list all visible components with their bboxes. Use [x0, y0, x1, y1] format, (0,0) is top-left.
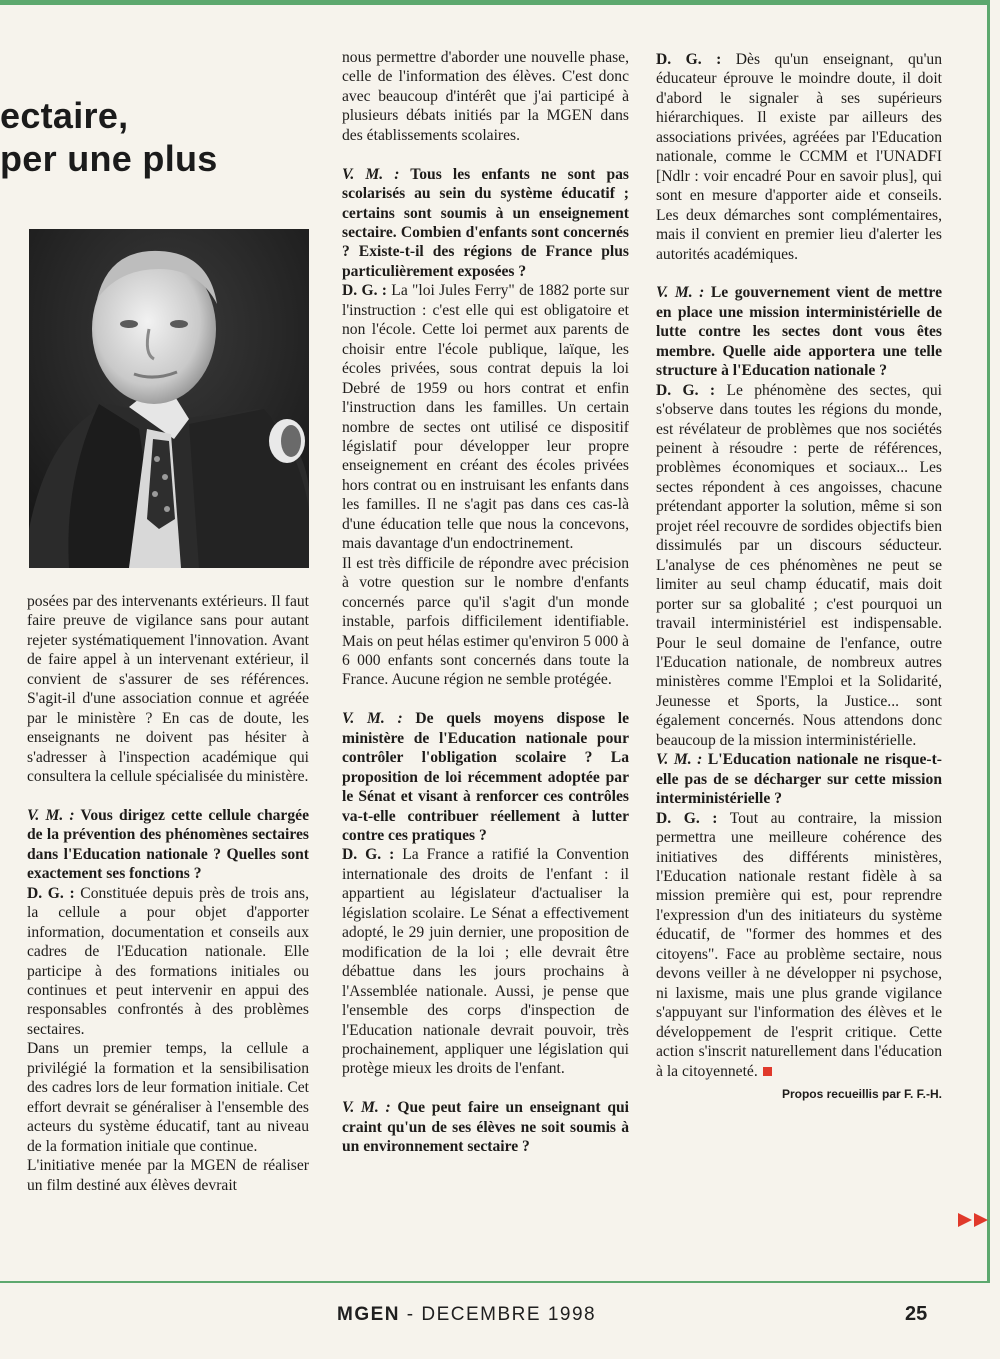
- column-1: [27, 592, 309, 1195]
- headline-line-2: per une plus: [0, 138, 218, 179]
- col3-answer-6: [656, 809, 942, 1081]
- interviewer-label: V. M. :: [342, 165, 400, 183]
- interviewee-label: D. G. :: [27, 884, 75, 902]
- col1-paragraph-2: Dans un premier temps, la cellule a privilégié la formation et la sensibilisation des cadres lors de leur formation initiale. Cet effort devrait se généraliser à l'ensemble des acteurs du système éducatif, tant au niveau de la formation initiale que continue.: [27, 1040, 309, 1155]
- col2-answer-2: [342, 281, 629, 553]
- interviewer-label: V. M. :: [656, 751, 703, 769]
- column-2: [342, 48, 629, 1157]
- headline-line-1: ectaire,: [0, 95, 129, 136]
- interviewee-label: D. G. :: [656, 51, 722, 68]
- next-page-arrows-icon: [958, 1212, 994, 1228]
- col1-question-1: [27, 806, 309, 884]
- interviewee-label: D. G. :: [656, 809, 718, 827]
- question-text: Tous les enfants ne sont pas scolarisés au sein du système éducatif ; certains sont soumis à un enseignement sectaire. Combien d'enfants sont concernés ? Existe-t-il des régions de France plus particulièrement exposées ?: [342, 165, 629, 280]
- frame-right-border: [987, 0, 990, 1283]
- col3-answer-5: [656, 381, 942, 751]
- column-3: [656, 50, 942, 1104]
- col2-question-4: [342, 1098, 629, 1156]
- answer-text: Dès qu'un enseignant, qu'un éducateur éprouve le moindre doute, il doit d'abord le signaler à ses supérieurs hiérarchiques. Il existe par ailleurs des associations privées, agréées par l'Education nationale, comme le CCMM et l'UNADFI [Ndlr : voir encadré Pour en savoir plus], qui sont en mesure d'apporter aide et conseils. Les deux démarches sont complémentaires, mais il convient en premier lieu d'alerter les autorités académiques.: [656, 51, 942, 263]
- question-text: Le gouvernement vient de mettre en place une mission interministérielle de lutte contre les sectes dont vous êtes membre. Quelle aide apportera une telle structure à l'Education nationale ?: [656, 284, 942, 380]
- col2-question-2: [342, 165, 629, 282]
- answer-text: Constituée depuis près de trois ans, la cellule a pour objet d'apporter information, documentation et conseils aux cadres de l'Education nationale. Elle participe à des formations initiales ou continues et peut intervenir en appui des responsables confrontés à des problèmes sectaires.: [27, 884, 309, 1038]
- col3-question-5: [656, 283, 942, 380]
- col1-paragraph-3: L'initiative menée par la MGEN de réaliser un film destiné aux élèves devrait: [27, 1157, 309, 1194]
- footer-separator: -: [400, 1304, 422, 1325]
- frame-top-border: [0, 0, 990, 5]
- page-number: 25: [905, 1303, 928, 1325]
- interviewer-label: V. M. :: [342, 1099, 391, 1117]
- col3-answer-4: [656, 50, 942, 264]
- headline: [0, 94, 320, 180]
- col2-question-3: [342, 709, 629, 845]
- footer-magazine: [337, 1304, 596, 1326]
- question-text: Vous dirigez cette cellule chargée de la prévention des phénomènes sectaires dans l'Education nationale ? Quelles sont exactement ses fonctions ?: [27, 806, 309, 883]
- answer-text: La France a ratifié la Convention internationale des droits de l'enfant : il appartient au législateur d'actualiser la législation scolaire. Le Sénat a effectivement adopté, le 29 juin dernier, une proposition de modification de la loi ; elle devrait être débattue dans les jours prochains à l'Assemblée nationale. Aussi, je pense que l'ensemble des corps d'inspection de l'Education nationale devrait pouvoir, très prochainement, appliquer une législation qui protège mieux les droits de l'enfant.: [342, 846, 629, 1078]
- frame-bottom-border: [0, 1281, 990, 1283]
- question-text: Que peut faire un enseignant qui craint qu'un de ses élèves ne soit soumis à un environnement sectaire ?: [342, 1099, 629, 1156]
- col2-paragraph-1: nous permettre d'aborder une nouvelle phase, celle de l'information des élèves. C'est donc avec beaucoup d'intérêt que j'ai participé à plusieurs débats initiés par la MGEN dans des établissements scolaires.: [342, 49, 629, 144]
- interviewee-label: D. G. :: [342, 846, 395, 864]
- interviewee-label: D. G. :: [342, 282, 387, 300]
- answer-text: Le phénomène des sectes, qui s'observe dans toutes les régions du monde, est révélateur de problèmes que nos sociétés peinent à résoudre : perte de références, problèmes économiques et sociaux... Les sectes répondent à ces angoisses, chacune prétendant apporter la solution, même si son projet réel recouvre de sordides objectifs bien dissimulés par un discours séducteur. L'analyse de ces phénomènes ne peut se limiter au seul champ éducatif, mais doit porter sur sa globalité ; c'est pourquoi un travail interministériel est indispensable. Pour le seul domaine de l'enfance, outre l'Education nationale, de nombreux autres ministères comme l'Emploi et la Solidarité, Jeunesse et Sports, la Justice... sont également concernés. Nous attendons donc beaucoup de la mission interministérielle.: [656, 381, 942, 749]
- credit-line: Propos recueillis par F. F.-H.: [781, 1086, 942, 1101]
- col2-paragraph-2: Il est très difficile de répondre avec précision à votre question sur le nombre d'enfants concernés parce qu'il s'agit d'un monde instable, parfois difficilement identifiable. Mais on peut hélas estimer qu'environ 5 000 à 6 000 enfants sont concernés dans toute la France. Aucune région ne semble protégée.: [342, 554, 629, 689]
- col1-answer-1: [27, 884, 309, 1040]
- question-text: De quels moyens dispose le ministère de l'Education nationale pour contrôler l'obligation scolaire ? La proposition de loi récemment adoptée par le Sénat et visant à renforcer ces contrôles va-t-elle contribuer réellement à lutter contre ces pratiques ?: [342, 710, 629, 844]
- question-text: L'Education nationale ne risque-t-elle pas de se décharger sur cette mission interministérielle ?: [656, 751, 942, 808]
- magazine-name: MGEN: [337, 1304, 400, 1325]
- interviewer-label: V. M. :: [656, 284, 705, 302]
- interviewer-label: V. M. :: [342, 710, 403, 728]
- col3-question-6: [656, 750, 942, 808]
- answer-text: Tout au contraire, la mission permettra une meilleure cohérence des initiatives des différents ministères, l'Education nationale restant fidèle à sa mission première qui est, pour reprendre l'expression d'un des initiateurs du système éducatif, de "former des hommes et des citoyens". Face au problème sectaire, nous devons veiller à ne développer ni psychose, ni laxisme, mais une plus grande vigilance s'appuyant sur l'information des élèves et le développement de l'esprit critique. Cette action s'inscrit naturellement dans l'éducation à la citoyenneté.: [656, 809, 942, 1080]
- interviewee-label: D. G. :: [656, 381, 716, 399]
- issue-date: DECEMBRE 1998: [421, 1304, 597, 1325]
- portrait-photo-icon: [29, 229, 309, 568]
- col1-paragraph-1: posées par des intervenants extérieurs. Il faut faire preuve de vigilance sans pour autant rejeter systématiquement l'innovation. Avant de faire appel à un intervenant extérieur, il convient de s'assurer de ses références. S'agit-il d'une association connue et agréée par le ministère ? En cas de doute, les enseignants ne doivent pas hésiter à s'adresser à l'inspection académique qui consultera la cellule spécialisée du ministère.: [27, 593, 309, 786]
- col2-answer-3: [342, 845, 629, 1078]
- answer-text: La "loi Jules Ferry" de 1882 porte sur l'instruction : c'est elle qui est obligatoire et non l'école. Cette loi permet aux parents de choisir entre l'école publique, laïque, les écoles privées, sous contrat depuis la loi Debré de 1959 ou hors contrat et enfin l'instruction dans les familles. Un certain nombre de sectes ont utilisé ce dispositif législatif pour développer leur propre enseignement en créant des écoles privées hors contrat ou en instruisant les enfants dans les familles. Il ne s'agit pas dans ces cas-là d'une éducation telle que nous la concevons, mais davantage d'un endoctrinement.: [342, 282, 629, 553]
- interviewer-label: V. M. :: [27, 806, 75, 824]
- portrait-photo: [29, 229, 309, 568]
- end-mark-icon: [763, 1067, 772, 1076]
